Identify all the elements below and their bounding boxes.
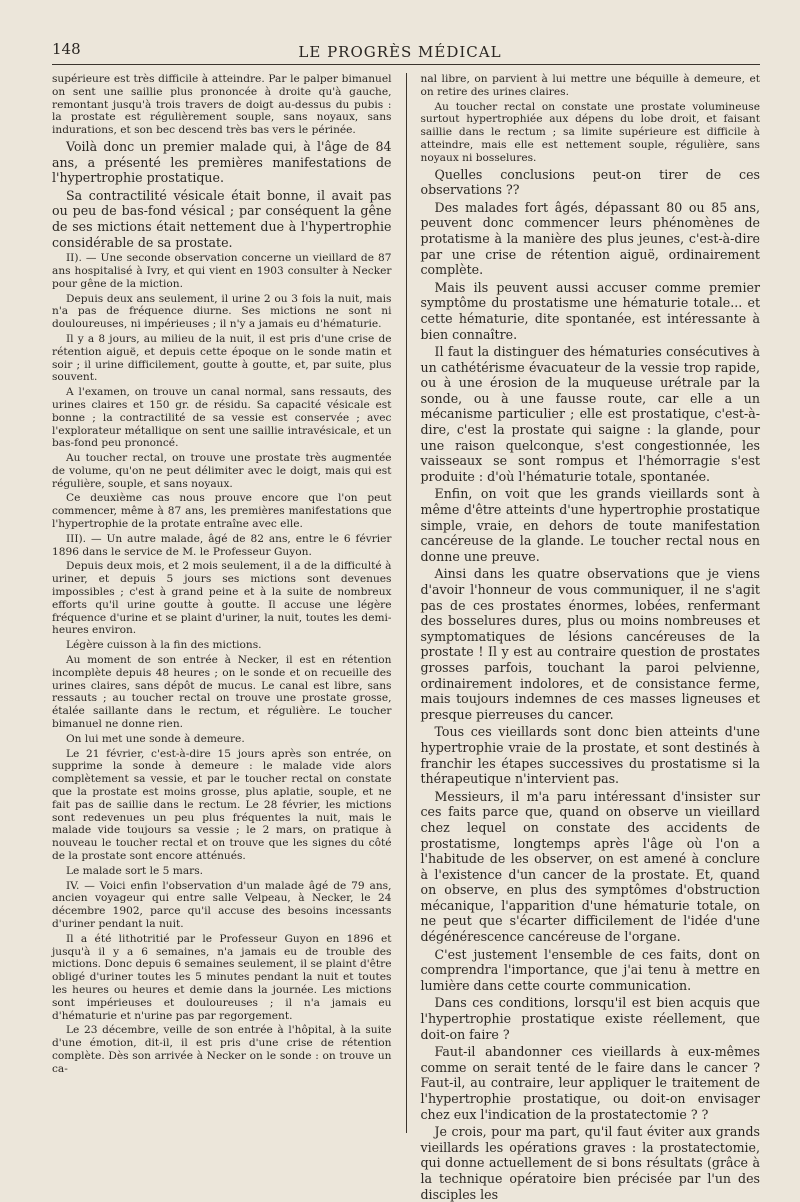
text-columns — [52, 73, 760, 1202]
paragraph: nal libre, on parvient à lui mettre une béquille à demeure, et on retire des urines claires. — [420, 73, 760, 98]
right-column — [420, 73, 761, 1202]
journal-title: LE PROGRÈS MÉDICAL — [298, 43, 502, 61]
paragraph: Le 21 février, c'est-à-dire 15 jours après son entrée, on supprime la sonde à demeure : le malade vide alors complètement sa vessie, et par le toucher rectal on constate que la prostate est moins grosse, plus aplatie, souple, et ne fait pas de saillie dans le rectum. Le 28 février, les mictions sont redevenues un peu plus fréquentes la nuit, mais le malade vide toujours sa vessie ; le 2 mars, on pratique à nouveau le toucher rectal et on trouve que les signes du côté de la prostate sont encore atténués. — [52, 747, 392, 862]
paragraph: Légère cuisson à la fin des mictions. — [66, 639, 262, 652]
paragraph: Faut-il abandonner ces vieillards à eux-mêmes comme on serait tenté de le faire dans le cancer ? Faut-il, au contraire, leur appliquer le traitement de l'hypertrophie prostatique, ou doit-on envisager chez eux l'indication de la prostatectomie ? ? — [420, 1044, 760, 1122]
paragraph: Ce deuxième cas nous prouve encore que l'on peut commencer, même à 87 ans, les premières manifestations que l'hypertrophie de la protate entraîne avec elle. — [52, 492, 392, 531]
paragraph: Au moment de son entrée à Necker, il est en rétention incomplète depuis 48 heures ; on le sonde et on recueille des urines claires, sans dépôt de mucus. Le canal est libre, sans ressauts ; au toucher rectal on trouve une prostate grosse, étalée saillante dans le rectum, et régulière. Le toucher bimanuel ne donne rien. — [52, 654, 392, 731]
left-column — [52, 73, 392, 1133]
paragraph: III). — Un autre malade, âgé de 82 ans, entre le 6 février 1896 dans le service de M. le Professeur Guyon. — [52, 532, 392, 558]
paragraph: Depuis deux ans seulement, il urine 2 ou 3 fois la nuit, mais n'a pas de fréquence diurne. Ses mictions ne sont ni douloureuses, ni impérieuses ; il n'y a jamais eu d'hématurie. — [52, 292, 392, 331]
paragraph: Dans ces conditions, lorsqu'il est bien acquis que l'hypertrophie prostatique existe réellement, que doit-on faire ? — [420, 995, 760, 1042]
paragraph: On lui met une sonde à demeure. — [66, 732, 245, 745]
paragraph: C'est justement l'ensemble de ces faits, dont on comprendra l'importance, que j'ai tenu à mettre en lumière dans cette courte communication. — [420, 946, 760, 993]
paragraph: Voilà donc un premier malade qui, à l'âge de 84 ans, a présenté les premières manifestations de l'hypertrophie prostatique. — [52, 138, 392, 186]
paragraph: Il y a 8 jours, au milieu de la nuit, il est pris d'une crise de rétention aiguë, et depuis cette époque on le sonde matin et soir ; il urine difficilement, goutte à goutte, et, par suite, plus souvent. — [52, 332, 392, 384]
paragraph: Le 23 décembre, veille de son entrée à l'hôpital, à la suite d'une émotion, dit-il, il est pris d'une crise de rétention complète. Dès son arrivée à Necker on le sonde : on trouve un ca- — [52, 1024, 392, 1075]
paragraph: Au toucher rectal, on trouve une prostate très augmentée de volume, qu'on ne peut délimiter avec le doigt, mais qui est régulière, souple, et sans noyaux. — [52, 452, 392, 490]
paragraph: Enfin, on voit que les grands vieillards sont à même d'être atteints d'une hypertrophie prostatique simple, vraie, en dehors de toute manifestation cancéreuse de la glande. Le toucher rectal nous en donne une preuve. — [420, 486, 760, 564]
paragraph: Depuis deux mois, et 2 mois seulement, il a de la difficulté à uriner, et depuis 5 jours ses mictions sont devenues impossibles ; c'est à grand peine et à la suite de nombreux efforts qu'il urine goutte à goutte. Il accuse une légère fréquence d'urine et se plaint d'uriner, la nuit, toutes les demi-heures environ. — [52, 560, 392, 637]
paragraph: Ainsi dans les quatre observations que je viens d'avoir l'honneur de vous communiquer, il ne s'agit pas de ces prostates énormes, lobées, renfermant des bosselures dures, plus ou moins nombreuses et symptomatiques de lésions cancéreuses de la prostate ! Il y est au contraire question de prostates grosses parfois, touchant la paroi pelvienne, ordinairement indolores, et de consistance ferme, mais toujours indemnes de ces masses ligneuses et presque pierreuses du cancer. — [420, 566, 760, 722]
paragraph: Mais ils peuvent aussi accuser comme premier symptôme du prostatisme une hématurie totale... et cette hématurie, dite spontanée, est intéressante à bien connaître. — [420, 279, 760, 342]
paragraph: Sa contractilité vésicale était bonne, il avait pas ou peu de bas-fond vésical ; par conséquent la gêne de ses mictions était nettement due à l'hypertrophie considérable de sa prostate. — [52, 187, 392, 250]
paragraph: Au toucher rectal on constate une prostate volumineuse surtout hypertrophiée aux dépens du lobe droit, et faisant saillie dans le rectum ; sa limite supérieure est difficile à atteindre, mais elle est nettement souple, régulière, sans noyaux ni bosselures. — [420, 100, 760, 164]
paragraph: Quelles conclusions peut-on tirer de ces observations ?? — [420, 166, 760, 198]
paragraph: Je crois, pour ma part, qu'il faut éviter aux grands vieillards les opérations graves : la prostatectomie, qui donne actuellement de si bons résultats (grâce à la technique opératoire bien précisée par l'un des disciples les — [420, 1124, 760, 1202]
paragraph: Messieurs, il m'a paru intéressant d'insister sur ces faits parce que, quand on observe un vieillard chez lequel on constate des accidents de prostatisme, longtemps après l'âge où l'on a l'habitude de les observer, on est amené à conclure à l'existence d'un cancer de la prostate. Et, quand on observe, en plus des symptômes d'obstruction mécanique, l'apparition d'une hématurie totale, on ne peut que s'écarter difficilement de l'idée d'une dégénérescence cancéreuse de l'organe. — [420, 788, 760, 945]
paragraph: Le malade sort le 5 mars. — [66, 864, 204, 877]
paragraph: Des malades fort âgés, dépassant 80 ou 85 ans, peuvent donc commencer leurs phénomènes de protatisme à la manière des plus jeunes, c'est-à-dire par une crise de rétention aiguë, ordinairement complète. — [420, 199, 760, 278]
paragraph: A l'examen, on trouve un canal normal, sans ressauts, des urines claires et 150 gr. de résidu. Sa capacité vésicale est bonne ; la contractilité de sa vessie est conservée ; avec l'explorateur métallique on sent une saillie intravésicale, et un bas-fond peu prononcé. — [52, 386, 392, 450]
paragraph: IV. — Voici enfin l'observation d'un malade âgé de 79 ans, ancien voyageur qui entre salle Velpeau, à Necker, le 24 décembre 1902, parce qu'il accuse des besoins incessants d'uriner pendant la nuit. — [52, 879, 392, 930]
paragraph: supérieure est très difficile à atteindre. Par le palper bimanuel on sent une saillie plus prononcée à droite qu'à gauche, remontant jusqu'à trois travers de doigt au-dessus du pubis : la prostate est régulièrement souple, sans noyaux, sans indurations, et son bec descend très bas vers le périnée. — [52, 73, 392, 137]
paragraph: Il a été lithotritié par le Professeur Guyon en 1896 et jusqu'à il y a 6 semaines, n'a jamais eu de trouble des mictions. Donc depuis 6 semaines seulement, il se plaint d'être obligé d'uriner toutes les 5 minutes pendant la nuit et toutes les heures ou heures et demie dans la journée. Les mictions sont impérieuses et douloureuses ; il n'a jamais eu d'hématurie et n'urine pas par regorgement. — [52, 932, 392, 1022]
column-divider — [406, 73, 407, 1133]
paragraph: Tous ces vieillards sont donc bien atteints d'une hypertrophie vraie de la prostate, et sont destinés à franchir les étapes successives du prostatisme si la thérapeutique n'intervient pas. — [420, 724, 760, 787]
page-number: 148 — [52, 40, 81, 58]
paragraph: Il faut la distinguer des hématuries consécutives à un cathétérisme évacuateur de la vessie trop rapide, ou à une érosion de la muqueuse urétrale par la sonde, ou à une fausse route, car elle a un mécanisme particulier ; elle est prostatique, c'est-à-dire, c'est la prostate qui saigne : la glande, pour une raison quelconque, s'est congestionnée, les vaisseaux se sont rompus et l'hémorragie s'est produite : d'où l'hématurie totale, spontanée. — [420, 344, 760, 484]
paragraph: II). — Une seconde observation concerne un vieillard de 87 ans hospitalisé à Ivry, et qui vient en 1903 consulter à Necker pour gêne de la miction. — [52, 252, 392, 290]
